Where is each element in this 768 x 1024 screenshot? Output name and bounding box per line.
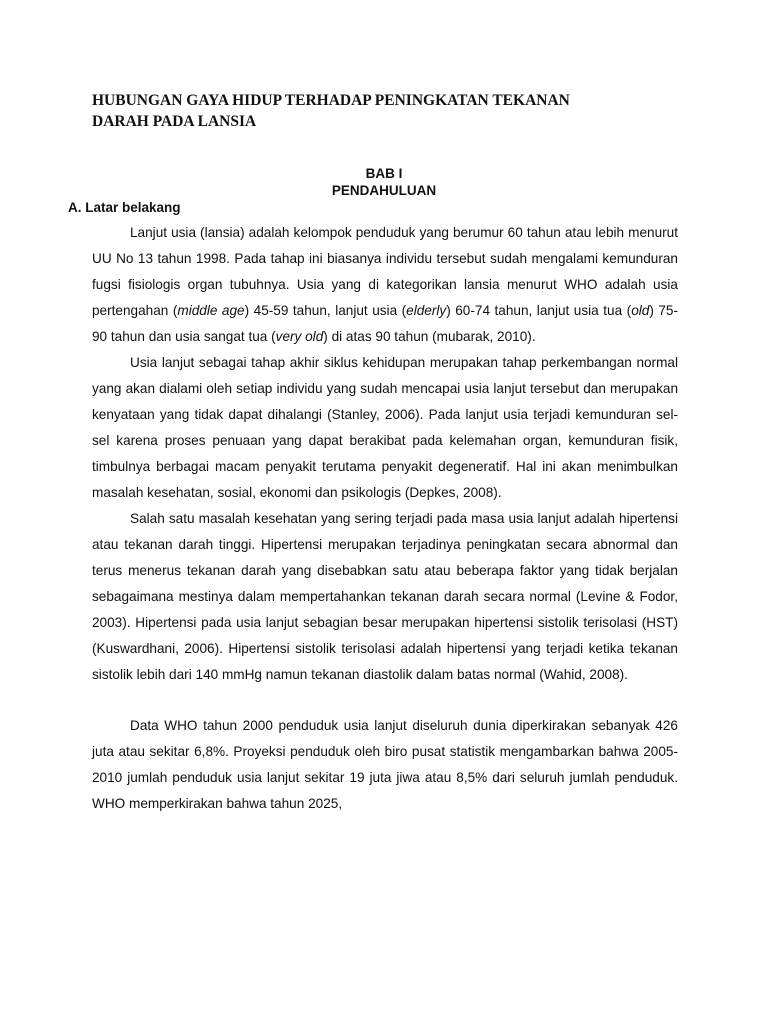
section-heading: A. Latar belakang xyxy=(68,200,181,215)
body-text xyxy=(92,220,678,817)
document-title xyxy=(92,90,692,132)
title-line-2: DARAH PADA LANSIA xyxy=(92,113,257,130)
chapter-title: PENDAHULUAN xyxy=(331,183,437,198)
chapter-heading xyxy=(0,165,768,199)
paragraph-2: Usia lanjut sebagai tahap akhir siklus kehidupan merupakan tahap perkembangan normal yang akan dialami oleh setiap individu yang sudah mencapai usia lanjut tersebut dan merupakan kenyataan yang tidak dapat dihalangi (Stanley, 2006). Pada lanjut usia terjadi kemunduran sel-sel karena proses penuaan yang dapat berakibat pada kelemahan organ, kemunduran fisik, timbulnya berbagai macam penyakit terutama penyakit degeneratif. Hal ini akan menimbulkan masalah kesehatan, sosial, ekonomi dan psikologis (Depkes, 2008). xyxy=(92,355,678,500)
chapter-number: BAB I xyxy=(365,166,403,181)
paragraph-4: Data WHO tahun 2000 penduduk usia lanjut diseluruh dunia diperkirakan sebanyak 426 juta atau sekitar 6,8%. Proyeksi penduduk oleh biro pusat statistik mengambarkan bahwa 2005-2010 jumlah penduduk usia lanjut sekitar 19 juta jiwa atau 8,5% dari seluruh jumlah penduduk. WHO memperkirakan bahwa tahun 2025, xyxy=(92,718,678,811)
paragraph-3: Salah satu masalah kesehatan yang sering terjadi pada masa usia lanjut adalah hipertensi atau tekanan darah tinggi. Hipertensi merupakan terjadinya peningkatan secara abnormal dan terus menerus tekanan darah yang disebabkan satu atau beberapa faktor yang tidak berjalan sebagaimana mestinya dalam mempertahankan tekanan darah secara normal (Levine & Fodor, 2003). Hipertensi pada usia lanjut sebagian besar merupakan hipertensi sistolik terisolasi (HST) (Kuswardhani, 2006). Hipertensi sistolik terisolasi adalah hipertensi yang terjadi ketika tekanan sistolik lebih dari 140 mmHg namun tekanan diastolik dalam batas normal (Wahid, 2008). xyxy=(92,511,678,682)
paragraph-1: Lanjut usia (lansia) adalah kelompok penduduk yang berumur 60 tahun atau lebih menurut UU No 13 tahun 1998. Pada tahap ini biasanya individu tersebut sudah mengalami kemunduran fugsi fisiologis organ tubuhnya. Usia yang di kategorikan lansia menurut WHO adalah usia pertengahan (middle age) 45-59 tahun, lanjut usia (elderly) 60-74 tahun, lanjut usia tua (old) 75-90 tahun dan usia sangat tua (very old) di atas 90 tahun (mubarak, 2010). xyxy=(92,225,679,344)
title-line-1: HUBUNGAN GAYA HIDUP TERHADAP PENINGKATAN TEKANAN xyxy=(92,92,570,109)
